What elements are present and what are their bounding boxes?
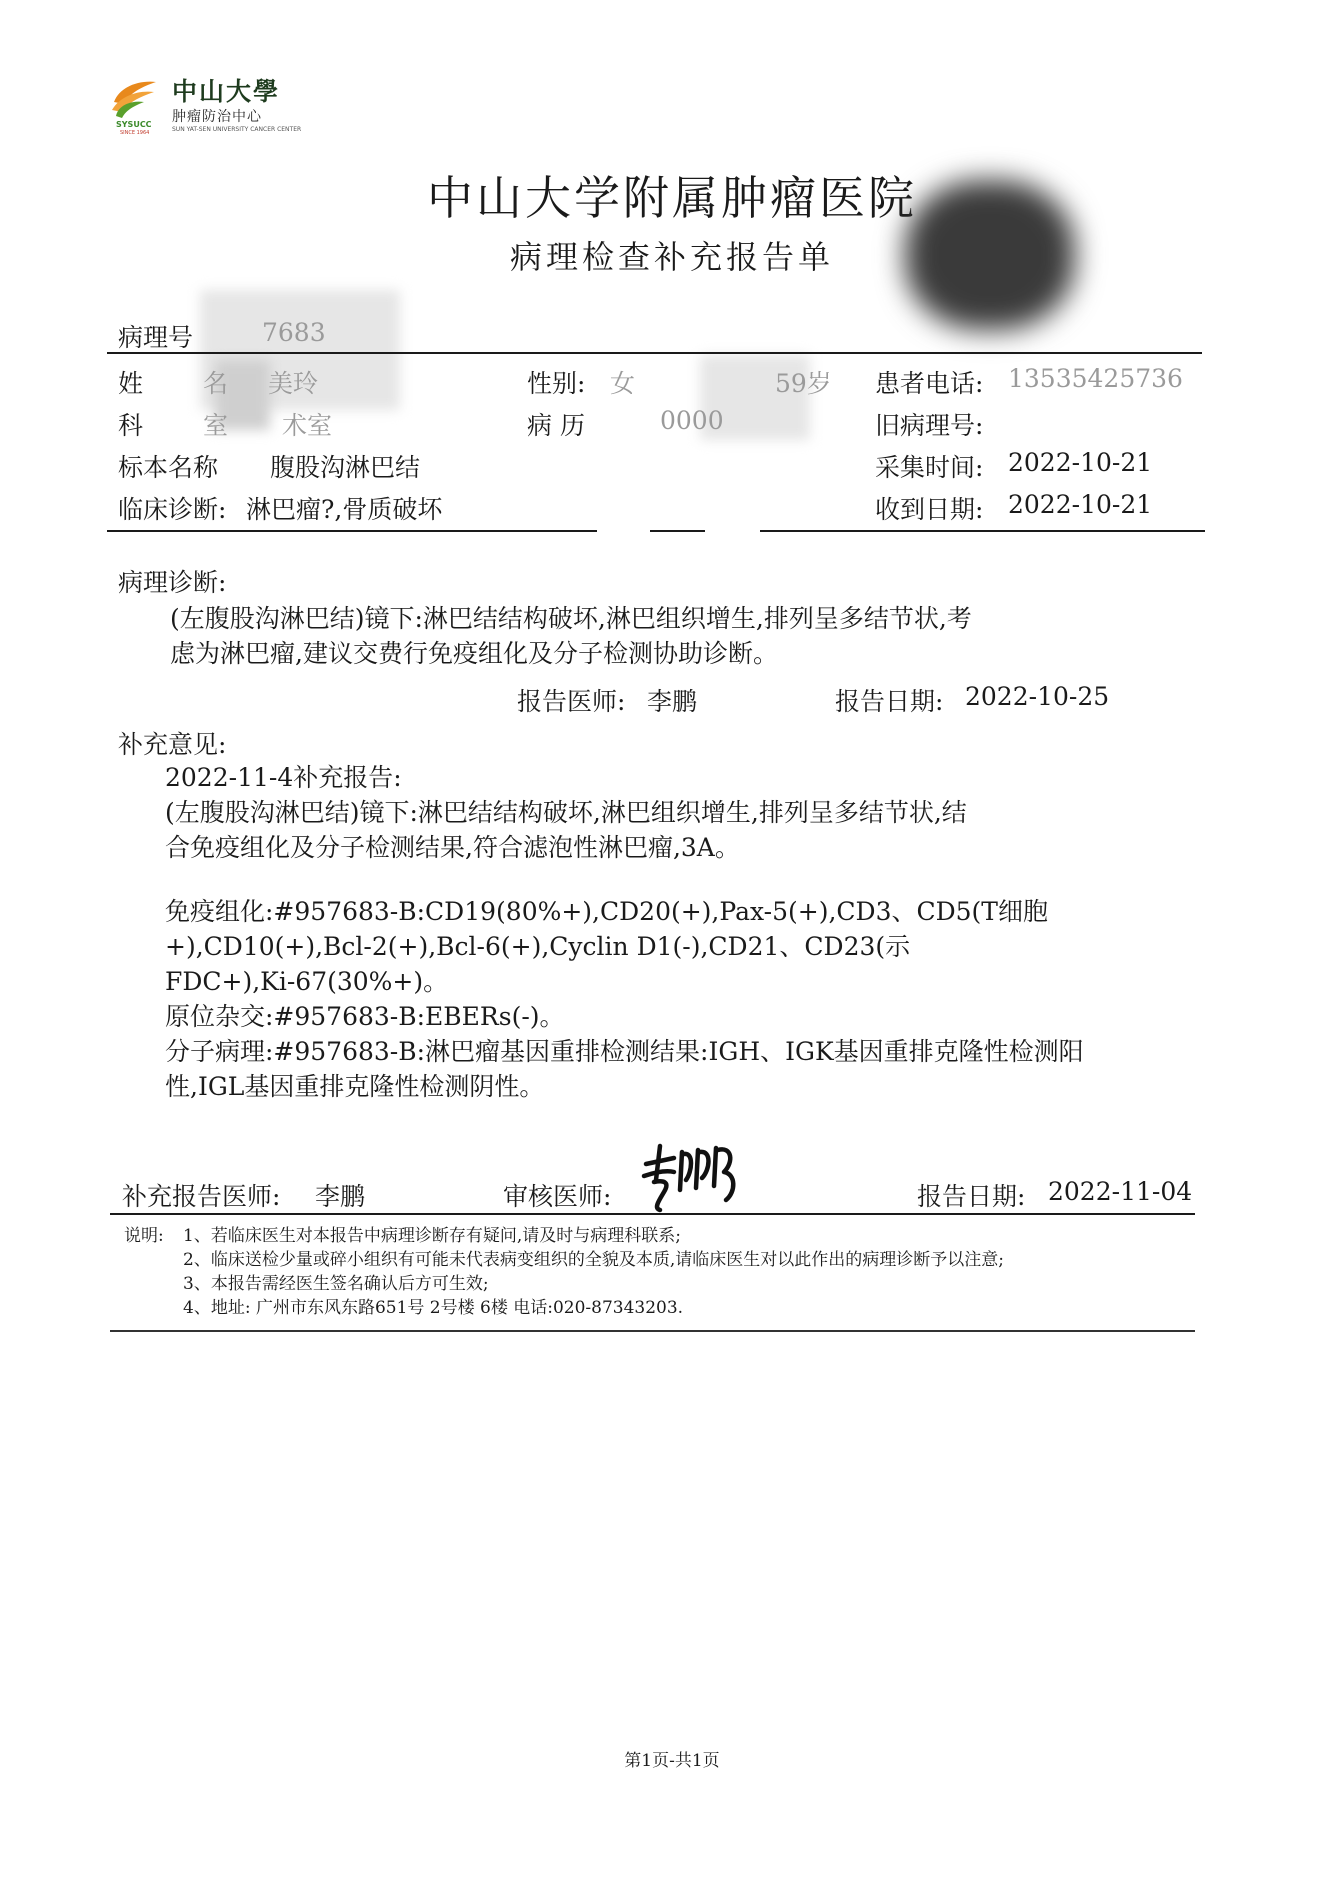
pathology-no-label: 病理号 bbox=[118, 323, 194, 352]
diagnosis-label: 病理诊断: bbox=[118, 568, 227, 597]
notes-divider bbox=[110, 1330, 1195, 1332]
patient-name: 美玲 bbox=[268, 369, 319, 398]
specimen-label: 标本名称 bbox=[118, 453, 219, 482]
diagnosis-doctor: 李鹏 bbox=[647, 687, 698, 716]
page-number: 第1页-共1页 bbox=[624, 1751, 720, 1771]
record-value: 0000 bbox=[660, 406, 724, 435]
redaction-blob bbox=[905, 180, 1075, 330]
specimen-value: 腹股沟淋巴结 bbox=[270, 453, 421, 482]
logo-since: SINCE 1964 bbox=[120, 130, 150, 136]
header-divider bbox=[107, 352, 1202, 354]
name-label: 姓 bbox=[118, 369, 144, 398]
pathology-no-value: 7683 bbox=[262, 318, 326, 347]
info-divider bbox=[650, 530, 705, 532]
logo-abbr: SYSUCC bbox=[116, 120, 152, 129]
supp-doctor-label: 补充报告医师: bbox=[122, 1182, 281, 1211]
ihc-line: +),CD10(+),Bcl-2(+),Bcl-6(+),Cyclin D1(-),CD21、CD23(示 bbox=[165, 932, 911, 961]
supplement-label: 补充意见: bbox=[118, 730, 227, 759]
ihc-line: FDC+),Ki-67(30%+)。 bbox=[165, 967, 449, 996]
note-item: 2、临床送检少量或碎小组织有可能未代表病变组织的全貌及本质,请临床医生对以此作出的病理诊断予以注意; bbox=[183, 1250, 1004, 1270]
supplement-line: (左腹股沟淋巴结)镜下:淋巴结结构破坏,淋巴组织增生,排列呈多结节状,结 bbox=[165, 798, 967, 827]
diagnosis-doctor-label: 报告医师: bbox=[517, 687, 626, 716]
name-label-2: 名 bbox=[203, 369, 229, 398]
supplement-line: 合免疫组化及分子检测结果,符合滤泡性淋巴瘤,3A。 bbox=[165, 833, 740, 862]
diagnosis-line: 虑为淋巴瘤,建议交费行免疫组化及分子检测协助诊断。 bbox=[170, 639, 778, 668]
footer-date: 2022-11-04 bbox=[1048, 1177, 1193, 1206]
dept-label-2: 室 bbox=[203, 411, 229, 440]
hospital-title: 中山大学附属肿瘤医院 bbox=[427, 171, 917, 225]
footer-date-label: 报告日期: bbox=[917, 1182, 1026, 1211]
logo-english: SUN YAT-SEN UNIVERSITY CANCER CENTER bbox=[172, 126, 302, 133]
collect-value: 2022-10-21 bbox=[1008, 448, 1153, 477]
logo-subtitle: 肿瘤防治中心 bbox=[172, 109, 262, 125]
diagnosis-date: 2022-10-25 bbox=[965, 682, 1110, 711]
gender-label: 性别: bbox=[527, 369, 586, 398]
ish-line: 原位杂交:#957683-B:EBERs(-)。 bbox=[165, 1002, 565, 1031]
molecular-line: 性,IGL基因重排克隆性检测阴性。 bbox=[165, 1072, 545, 1101]
report-title: 病理检查补充报告单 bbox=[509, 238, 834, 276]
received-value: 2022-10-21 bbox=[1008, 490, 1153, 519]
diagnosis-date-label: 报告日期: bbox=[835, 687, 944, 716]
diagnosis-line: (左腹股沟淋巴结)镜下:淋巴结结构破坏,淋巴组织增生,排列呈多结节状,考 bbox=[170, 604, 972, 633]
clinical-value: 淋巴瘤?,骨质破坏 bbox=[246, 495, 443, 524]
reviewer-label: 审核医师: bbox=[503, 1182, 612, 1211]
age-value: 59岁 bbox=[775, 369, 832, 398]
clinical-label: 临床诊断: bbox=[118, 495, 227, 524]
collect-label: 采集时间: bbox=[875, 453, 984, 482]
footer-divider bbox=[110, 1213, 1195, 1215]
note-item: 3、本报告需经医生签名确认后方可生效; bbox=[183, 1274, 489, 1294]
phone-label: 患者电话: bbox=[875, 369, 984, 398]
note-item: 1、若临床医生对本报告中病理诊断存有疑问,请及时与病理科联系; bbox=[183, 1226, 681, 1246]
notes-prefix: 说明: bbox=[124, 1226, 164, 1246]
note-item: 4、地址: 广州市东风东路651号 2号楼 6楼 电话:020-87343203. bbox=[183, 1298, 684, 1318]
supp-doctor: 李鹏 bbox=[315, 1182, 366, 1211]
old-no-label: 旧病理号: bbox=[875, 411, 984, 440]
info-divider bbox=[107, 530, 597, 532]
dept-label: 科 bbox=[118, 411, 144, 440]
dept-value: 术室 bbox=[282, 411, 333, 440]
hospital-logo bbox=[110, 72, 300, 138]
molecular-line: 分子病理:#957683-B:淋巴瘤基因重排检测结果:IGH、IGK基因重排克隆性检测阳 bbox=[165, 1037, 1084, 1066]
received-label: 收到日期: bbox=[875, 495, 984, 524]
info-divider bbox=[760, 530, 1205, 532]
record-label: 病 历 bbox=[527, 411, 585, 440]
ihc-line: 免疫组化:#957683-B:CD19(80%+),CD20(+),Pax-5(+),CD3、CD5(T细胞 bbox=[165, 897, 1048, 926]
gender-value: 女 bbox=[610, 369, 636, 398]
logo-name: 中山大學 bbox=[172, 77, 281, 106]
phone-value: 13535425736 bbox=[1008, 364, 1183, 393]
supplement-heading: 2022-11-4补充报告: bbox=[165, 763, 402, 792]
reviewer-signature bbox=[640, 1142, 745, 1214]
